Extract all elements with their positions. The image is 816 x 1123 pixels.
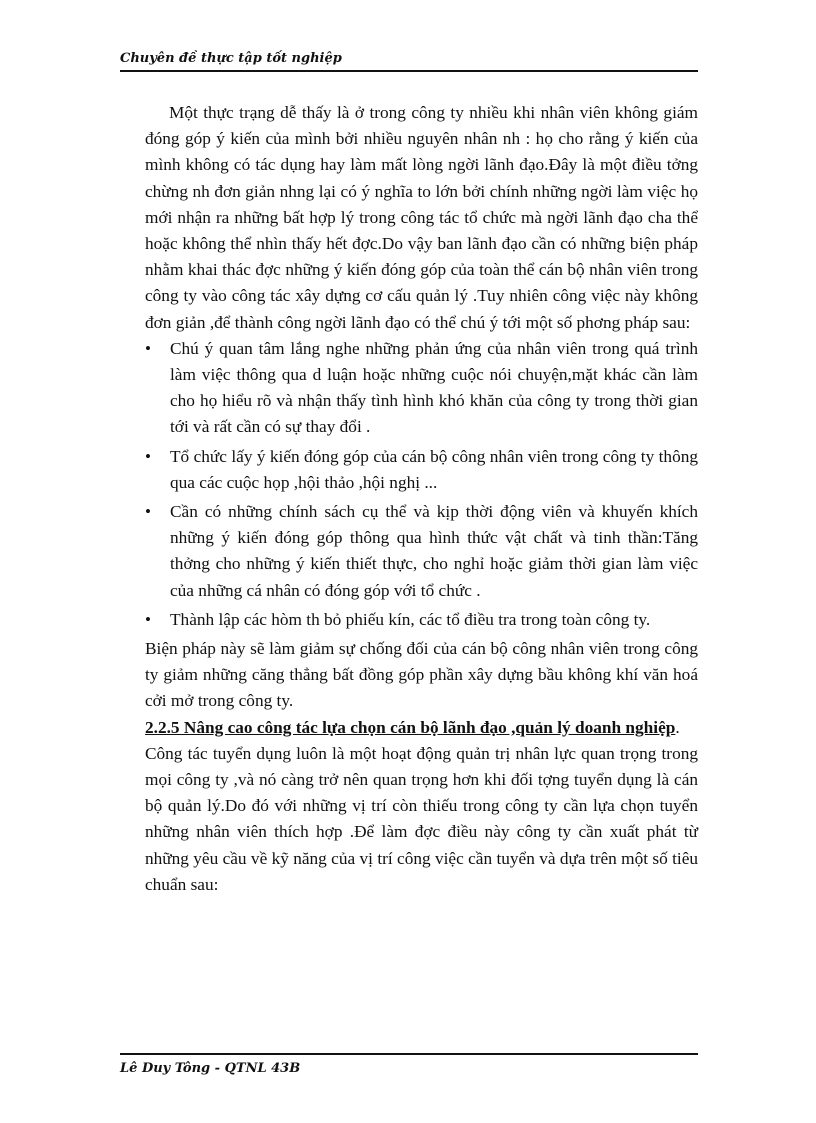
list-item-text: Thành lập các hòm th bỏ phiếu kín, các tổ điều tra trong toàn công ty.	[170, 609, 651, 629]
page-footer	[120, 1053, 698, 1076]
page-header	[120, 50, 698, 72]
bullet-icon: •	[145, 502, 151, 522]
section-heading-line	[145, 715, 698, 741]
section-heading: 2.2.5 Nâng cao công tác lựa chọn cán bộ lãnh đạo ,quản lý doanh nghiệp	[145, 717, 676, 737]
list-item	[145, 607, 698, 633]
bullet-icon: •	[145, 338, 151, 358]
header-title: Chuyên đề thực tập tốt nghiệp	[120, 51, 342, 66]
list-item-text: Tổ chức lấy ý kiến đóng góp của cán bộ công nhân viên trong công ty thông qua các cuộc họp ,hội thảo ,hội nghị ...	[170, 446, 698, 492]
document-body	[145, 100, 698, 898]
footer-author: Lê Duy Tông - QTNL 43B	[120, 1061, 301, 1076]
bullet-icon: •	[145, 446, 151, 466]
section-paragraph: Công tác tuyển dụng luôn là một hoạt động quản trị nhân lực quan trọng trong mọi công ty ,và nó càng trở nên quan trọng hơn khi đối tợng tuyển dụng là cán bộ quản lý.Do đó với những vị trí còn thiếu trong công ty cần lựa chọn tuyển những nhân viên thích hợp .Để làm đợc điều này công ty cần xuất phát từ những yêu cầu về kỹ năng của vị trí công việc cần tuyển và dựa trên một số tiêu chuẩn sau:	[145, 743, 698, 894]
list-item-text: Cần có những chính sách cụ thể và kịp thời động viên và khuyến khích những ý kiến đóng góp thông qua hình thức vật chất và tinh thần:Tăng thởng cho những ý kiến thiết thực, cho nghỉ hoặc giảm thời gian làm việc của những cá nhân có đóng góp với tổ chức .	[170, 502, 698, 600]
list-item-text: Chú ý quan tâm lắng nghe những phản ứng của nhân viên trong quá trình làm việc thông qua d luận hoặc những cuộc nói chuyện,mặt khác cần làm cho họ hiểu rõ và nhận thấy tình hình khó khăn của công ty trong thời gian tới và rất cần có sự thay đổi .	[170, 338, 698, 437]
bullet-list	[145, 336, 698, 633]
bullet-icon: •	[145, 609, 151, 629]
intro-paragraph: Một thực trạng dễ thấy là ở trong công ty nhiều khi nhân viên không giám đóng góp ý kiến của mình bởi nhiều nguyên nhân nh : họ cho rằng ý kiến của mình không có tác dụng hay làm mất lòng ngời lãnh đạo.Đây là một điều tởng chừng nh đơn giản nhng lại có ý nghĩa to lớn bởi chính những ngời làm việc họ mới nhận ra những bất hợp lý trong công tác tổ chức mà ngời lãnh đạo cha thể hoặc không thể nhìn thấy hết đợc.Do vậy ban lãnh đạo cần có những biện pháp nhằm khai thác đợc những ý kiến đóng góp của toàn thể cán bộ nhân viên trong công ty vào công tác xây dựng cơ cấu quản lý .Tuy nhiên công việc này không đơn giản ,để thành công ngời lãnh đạo có thể chú ý tới một số phơng pháp sau:	[145, 103, 698, 332]
section-heading-end: .	[675, 717, 680, 737]
list-item	[145, 336, 698, 441]
list-item	[145, 444, 698, 496]
list-item	[145, 499, 698, 604]
summary-paragraph: Biện pháp này sẽ làm giảm sự chống đối của cán bộ công nhân viên trong công ty giảm những căng thẳng bất đồng góp phần xây dựng bầu không khí văn hoá cởi mở trong công ty.	[145, 639, 698, 711]
